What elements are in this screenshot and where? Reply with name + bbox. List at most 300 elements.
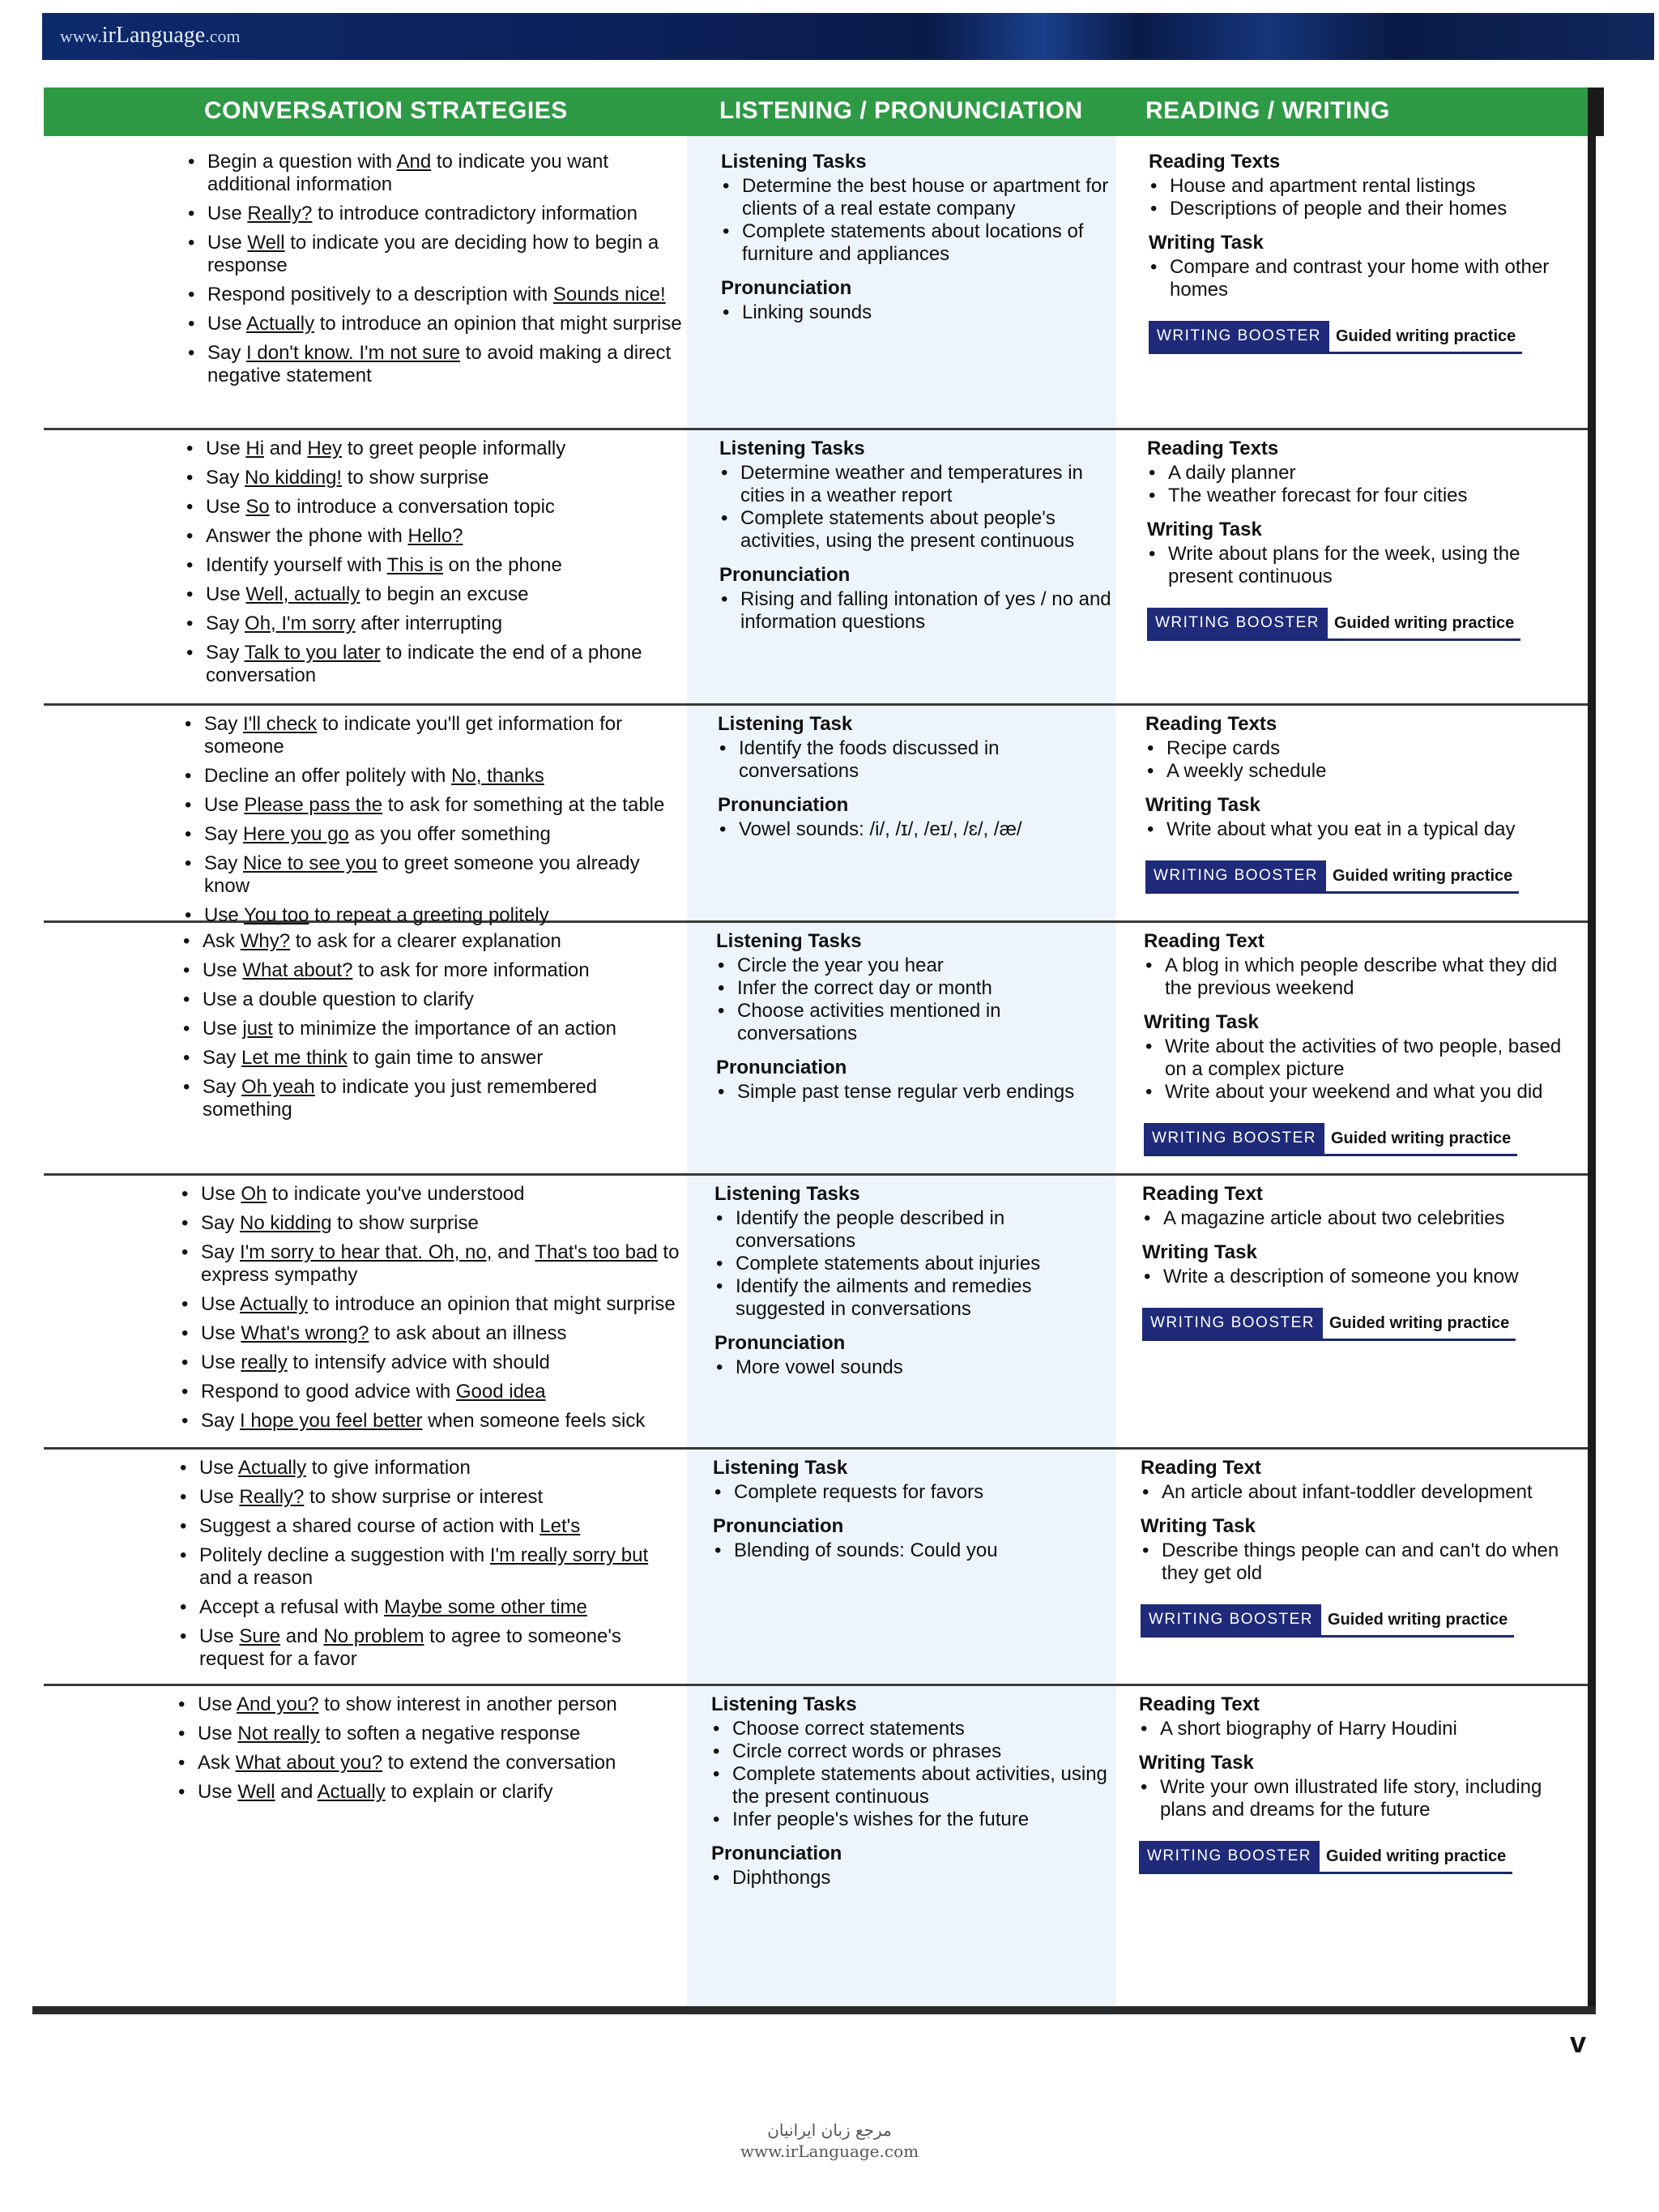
strategy-text: Answer the phone with (206, 525, 408, 547)
listening-item: • Complete statements about injuries (714, 1253, 1120, 1275)
strategy-text: to introduce an opinion that might surprise (308, 1293, 676, 1315)
reading-heading: Reading Texts (1147, 438, 1279, 459)
listening-heading: Pronunciation (718, 794, 849, 816)
reading-item: • Write about what you eat in a typical day (1145, 818, 1583, 841)
strategy-text: to show interest in another person (318, 1693, 617, 1715)
strategy-text: Use (207, 313, 247, 335)
strategy-text: and (275, 1781, 318, 1803)
reading-list (1147, 462, 1584, 507)
strategy-phrase: I don't know. I'm not sure (246, 342, 460, 364)
listening-item: • Circle correct words or phrases (711, 1740, 1116, 1763)
strategy-text: Ask (203, 930, 241, 952)
writing-booster-link[interactable] (1147, 608, 1520, 641)
strategy-phrase: Sure (239, 1625, 281, 1647)
strategy-phrase: And you? (237, 1693, 319, 1715)
strategy-text: on the phone (443, 554, 562, 576)
reading-item: • A short biography of Harry Houdini (1139, 1718, 1576, 1740)
strategy-item (185, 496, 687, 519)
strategy-item (185, 642, 687, 687)
strategy-item (178, 1625, 680, 1671)
strategy-item (185, 525, 687, 548)
reading-group (1141, 1515, 1578, 1585)
strategy-text: Say (201, 1241, 241, 1263)
strategy-text: Respond positively to a description with (207, 284, 553, 305)
reading-heading: Reading Text (1139, 1693, 1260, 1715)
listening-item: • Infer the correct day or month (716, 977, 1121, 1000)
reading-item: • Descriptions of people and their homes (1149, 198, 1586, 220)
strategy-phrase: Nice to see you (243, 852, 377, 874)
strategy-phrase: just (242, 1018, 273, 1040)
strategy-item (185, 613, 687, 635)
strategy-item (180, 1293, 682, 1316)
conversation-strategies-cell (183, 713, 685, 933)
guided-writing-practice-label: Guided writing practice (1333, 867, 1513, 885)
strategy-phrase: Actually (238, 1457, 307, 1479)
reading-writing-cell (1144, 930, 1581, 1156)
reading-list (1142, 1207, 1580, 1230)
strategy-list (178, 1457, 680, 1671)
reading-list (1144, 954, 1581, 1000)
reading-list (1141, 1539, 1578, 1585)
strategy-item (178, 1596, 680, 1619)
strategy-text: to show surprise (342, 467, 489, 489)
strategy-text: to soften a negative response (319, 1723, 581, 1744)
strategy-text: to introduce a conversation topic (269, 496, 555, 518)
reading-heading: Reading Text (1142, 1183, 1263, 1205)
listening-list (711, 1718, 1116, 1831)
strategy-text: Use a double question to clarify (203, 989, 474, 1010)
strategy-item (183, 823, 685, 846)
strategy-item (185, 467, 687, 489)
listening-group (716, 1057, 1121, 1104)
listening-heading: Pronunciation (711, 1843, 842, 1864)
reading-group (1139, 1752, 1576, 1821)
listening-item: • Circle the year you hear (716, 954, 1121, 977)
strategy-item (181, 1076, 684, 1121)
table-right-shadow (1588, 88, 1596, 2014)
listening-pronunciation-cell (719, 438, 1124, 645)
listening-group (713, 1515, 1118, 1562)
listening-item: • Diphthongs (711, 1867, 1116, 1890)
strategy-text: Suggest a shared course of action with (199, 1515, 540, 1537)
strategy-text: to show surprise (331, 1212, 479, 1234)
strategy-text: Use (204, 904, 244, 926)
strategy-item (185, 554, 687, 577)
strategy-list (183, 713, 685, 927)
listening-list (716, 954, 1121, 1045)
conversation-strategies-cell (180, 1183, 682, 1439)
strategy-text: Say (206, 613, 245, 634)
reading-list (1142, 1266, 1580, 1288)
strategy-text: Accept a refusal with (199, 1596, 385, 1618)
reading-heading: Reading Text (1144, 930, 1265, 952)
listening-heading: Listening Task (713, 1457, 848, 1479)
listening-item: • Determine weather and temperatures in cities in a weather report (719, 462, 1124, 507)
footer-persian-text: مرجع زبان ایرانیان (767, 2120, 892, 2140)
page-number: v (1570, 2026, 1587, 2059)
writing-booster-badge: WRITING BOOSTER (1149, 321, 1329, 352)
listening-item: • Choose activities mentioned in conversations (716, 1000, 1121, 1045)
listening-list (713, 1539, 1118, 1562)
strategy-text: and (264, 438, 308, 459)
conversation-strategies-cell (181, 930, 684, 1128)
reading-list (1144, 1036, 1581, 1104)
strategy-text: Use (198, 1693, 237, 1715)
listening-heading: Pronunciation (721, 277, 852, 299)
reading-group (1142, 1241, 1580, 1288)
strategy-text: to repeat a greeting politely (309, 904, 549, 926)
strategy-phrase: What's wrong? (241, 1322, 369, 1344)
listening-heading: Pronunciation (714, 1332, 846, 1354)
strategy-list (177, 1693, 679, 1804)
reading-list (1139, 1718, 1576, 1740)
strategy-text: Ask (198, 1752, 236, 1774)
reading-item: • Describe things people can and can't do when they get old (1141, 1539, 1578, 1585)
guided-writing-practice-label: Guided writing practice (1336, 327, 1516, 345)
strategy-phrase: I hope you feel better (240, 1410, 423, 1432)
strategy-phrase: Well, actually (245, 583, 360, 605)
strategy-phrase: Why? (240, 930, 291, 952)
strategy-text: to express sympathy (201, 1241, 680, 1286)
reading-writing-cell (1139, 1693, 1576, 1874)
strategy-text: to give information (306, 1457, 471, 1479)
strategy-text: Begin a question with (207, 151, 397, 173)
strategy-text: Respond to good advice with (201, 1381, 456, 1403)
strategy-phrase: Not really (237, 1723, 320, 1744)
reading-group (1139, 1693, 1576, 1740)
conversation-strategies-cell (185, 438, 687, 694)
reading-item: • Compare and contrast your home with other homes (1149, 256, 1586, 301)
conversation-strategies-cell (178, 1457, 680, 1677)
strategy-text: after interrupting (355, 613, 503, 634)
strategy-phrase: I'm really sorry but (489, 1544, 649, 1566)
listening-group (713, 1457, 1118, 1504)
strategy-item (186, 342, 689, 387)
strategy-phrase: Let me think (241, 1047, 348, 1069)
strategy-item (181, 1018, 684, 1040)
strategy-item (181, 959, 684, 982)
strategy-item (183, 713, 685, 758)
strategy-text: Say (206, 467, 245, 489)
strategy-text: Use (204, 794, 245, 816)
strategy-list (181, 930, 684, 1121)
listening-heading: Listening Task (718, 713, 853, 735)
reading-item: • An article about infant-toddler development (1141, 1481, 1578, 1504)
listening-item: • Identify the foods discussed in conversations (718, 737, 1123, 783)
strategy-text: Say (204, 713, 244, 735)
listening-item: • Simple past tense regular verb endings (716, 1081, 1121, 1104)
site-suffix: .com (205, 26, 241, 46)
strategy-text: Use (206, 438, 246, 459)
listening-list (718, 737, 1123, 783)
strategy-text: to indicate you'll get information for someone (204, 713, 623, 758)
listening-list (714, 1207, 1120, 1321)
listening-heading: Listening Tasks (716, 930, 862, 952)
listening-heading: Pronunciation (713, 1515, 844, 1537)
strategy-text: Say (203, 1047, 242, 1069)
strategy-text: to begin an excuse (360, 583, 529, 605)
strategy-text: to ask about an illness (369, 1322, 567, 1344)
strategy-item (185, 438, 687, 460)
strategy-text: Say (204, 852, 244, 874)
strategy-text: Politely decline a suggestion with (199, 1544, 490, 1566)
table-bottom-shadow (32, 2006, 1596, 2014)
reading-list (1141, 1481, 1578, 1504)
reading-item: • Write about your weekend and what you did (1144, 1081, 1581, 1104)
reading-heading: Writing Task (1141, 1515, 1256, 1537)
listening-group (719, 438, 1124, 553)
strategy-text: Decline an offer politely with (204, 765, 452, 787)
strategy-text: Use (206, 583, 246, 605)
listening-heading: Listening Tasks (721, 151, 867, 173)
strategy-phrase: So (245, 496, 270, 518)
strategy-phrase: What about? (242, 959, 353, 981)
strategy-text: to ask for something at the table (382, 794, 665, 816)
strategy-item (177, 1752, 679, 1774)
writing-booster-badge: WRITING BOOSTER (1147, 608, 1328, 638)
listening-list (718, 818, 1123, 841)
strategy-phrase: Sounds nice! (552, 284, 666, 305)
strategy-phrase: Please pass the (244, 794, 383, 816)
reading-list (1149, 175, 1586, 220)
strategy-text: and (492, 1241, 535, 1263)
reading-heading: Writing Task (1144, 1011, 1259, 1033)
strategy-item (180, 1352, 682, 1374)
strategy-text: Use (203, 959, 243, 981)
footer (0, 2120, 1659, 2162)
strategy-phrase: Oh (241, 1183, 267, 1205)
site-logo[interactable] (60, 23, 241, 49)
strategy-text: to gain time to answer (347, 1047, 544, 1069)
strategy-phrase: Hello? (407, 525, 463, 547)
listening-group (718, 794, 1123, 841)
table-header (44, 88, 1604, 136)
strategy-item (186, 313, 689, 335)
site-name: irLanguage (101, 23, 206, 48)
strategy-text: to intensify advice with should (287, 1352, 550, 1373)
listening-item: • Complete requests for favors (713, 1481, 1118, 1504)
strategy-item (186, 151, 689, 196)
strategy-item (181, 1047, 684, 1070)
listening-group (721, 277, 1126, 324)
strategy-list (185, 438, 687, 687)
row-separator (44, 428, 1588, 430)
listening-item: • Vowel sounds: /i/, /ɪ/, /eɪ/, /ɛ/, /æ/ (718, 818, 1123, 841)
strategy-text: to agree to someone's request for a favor (199, 1625, 621, 1670)
reading-group (1149, 151, 1586, 220)
header-listening-pronunciation: LISTENING / PRONUNCIATION (719, 97, 1083, 124)
strategy-phrase: I'll check (243, 713, 318, 735)
reading-heading: Writing Task (1145, 794, 1260, 816)
reading-heading: Writing Task (1139, 1752, 1254, 1774)
strategy-phrase: Good idea (455, 1381, 546, 1403)
strategy-phrase: That's too bad (535, 1241, 658, 1263)
strategy-phrase: This is (386, 554, 444, 576)
strategy-item (177, 1781, 679, 1804)
row-separator (44, 703, 1588, 706)
strategy-item (180, 1410, 682, 1433)
listening-group (718, 713, 1123, 783)
strategy-item (185, 583, 687, 606)
writing-booster-link[interactable] (1144, 1123, 1517, 1156)
row-separator (44, 1684, 1588, 1686)
footer-url[interactable]: www.irLanguage.com (740, 2142, 919, 2161)
reading-heading: Reading Texts (1149, 151, 1281, 173)
strategy-phrase: Oh, I'm sorry (245, 613, 356, 634)
listening-heading: Pronunciation (719, 564, 851, 586)
listening-group (711, 1693, 1116, 1831)
reading-heading: Writing Task (1147, 519, 1262, 540)
listening-list (721, 301, 1126, 324)
header-reading-writing: READING / WRITING (1145, 97, 1390, 124)
strategy-text: to avoid making a direct negative statement (207, 342, 672, 386)
guided-writing-practice-label: Guided writing practice (1326, 1847, 1507, 1865)
strategy-text: to indicate you want additional information (207, 151, 609, 195)
strategy-text: Use (201, 1183, 241, 1205)
strategy-text: Say (206, 642, 245, 664)
listening-pronunciation-cell (713, 1457, 1118, 1574)
strategy-phrase: Really? (239, 1486, 305, 1508)
strategy-text: and a reason (199, 1567, 313, 1589)
listening-group (719, 564, 1124, 634)
strategy-item (178, 1544, 680, 1590)
strategy-text: Say (203, 1076, 242, 1098)
strategy-text: Use (199, 1486, 240, 1508)
strategy-text: to introduce contradictory information (312, 203, 638, 224)
strategy-item (180, 1322, 682, 1345)
strategy-item (186, 284, 689, 306)
listening-item: • Choose correct statements (711, 1718, 1116, 1740)
reading-item: • Recipe cards (1145, 737, 1583, 760)
reading-heading: Writing Task (1149, 232, 1264, 254)
reading-writing-cell (1147, 438, 1584, 641)
strategy-text: to extend the conversation (382, 1752, 616, 1774)
strategy-phrase: Hey (307, 438, 343, 459)
listening-pronunciation-cell (711, 1693, 1116, 1901)
listening-item: • Infer people's wishes for the future (711, 1808, 1116, 1831)
listening-list (716, 1081, 1121, 1104)
writing-booster-link[interactable] (1149, 321, 1522, 354)
guided-writing-practice-label: Guided writing practice (1334, 614, 1515, 632)
strategy-text: Use (206, 496, 246, 518)
strategy-phrase: Well (247, 232, 285, 254)
strategy-phrase: Talk to you later (244, 642, 381, 664)
strategy-item (178, 1486, 680, 1509)
reading-heading: Writing Task (1142, 1241, 1257, 1263)
strategy-text: Use (199, 1457, 239, 1479)
listening-item: • Complete statements about activities, using the present continuous (711, 1763, 1116, 1808)
reading-group (1145, 713, 1583, 783)
writing-booster-link[interactable] (1145, 860, 1519, 894)
reading-writing-cell (1145, 713, 1583, 894)
strategy-phrase: Really? (247, 203, 313, 224)
strategy-item (183, 765, 685, 788)
reading-item: • Write about plans for the week, using the present continuous (1147, 543, 1584, 588)
listening-item: • Rising and falling intonation of yes / no and information questions (719, 588, 1124, 634)
reading-heading: Reading Text (1141, 1457, 1261, 1479)
strategy-phrase: No kidding (240, 1212, 332, 1234)
strategy-phrase: Here you go (243, 823, 349, 845)
reading-list (1147, 543, 1584, 588)
reading-item: • The weather forecast for four cities (1147, 485, 1584, 507)
listening-heading: Pronunciation (716, 1057, 847, 1078)
reading-group (1149, 232, 1586, 301)
strategy-text: to show surprise or interest (304, 1486, 544, 1508)
strategy-item (183, 794, 685, 817)
conversation-strategies-cell (186, 151, 689, 394)
writing-booster-badge: WRITING BOOSTER (1145, 860, 1326, 891)
reading-item: • A magazine article about two celebrities (1142, 1207, 1580, 1230)
reading-writing-cell (1141, 1457, 1578, 1638)
strategy-phrase: No kidding! (245, 467, 343, 489)
listening-group (716, 930, 1121, 1045)
writing-booster-badge: WRITING BOOSTER (1139, 1841, 1320, 1872)
strategy-item (180, 1183, 682, 1206)
strategy-phrase: No, thanks (451, 765, 544, 787)
strategy-text: to minimize the importance of an action (272, 1018, 616, 1040)
guided-writing-practice-label: Guided writing practice (1331, 1129, 1512, 1147)
reading-item: • A daily planner (1147, 462, 1584, 485)
strategy-text: and (280, 1625, 324, 1647)
reading-list (1145, 818, 1583, 841)
listening-pronunciation-cell (716, 930, 1121, 1115)
reading-item: • Write a description of someone you know (1142, 1266, 1580, 1288)
reading-group (1147, 438, 1584, 507)
site-prefix: www. (60, 26, 102, 46)
strategy-text: to greet people informally (342, 438, 566, 459)
writing-booster-link[interactable] (1142, 1308, 1516, 1341)
strategy-phrase: And (396, 151, 432, 173)
strategy-text: to ask for more information (352, 959, 590, 981)
row-separator (44, 1173, 1588, 1176)
listening-list (714, 1356, 1120, 1379)
reading-writing-cell (1142, 1183, 1580, 1341)
listening-list (719, 462, 1124, 553)
strategy-text: as you offer something (348, 823, 551, 845)
guided-writing-practice-label: Guided writing practice (1328, 1611, 1508, 1629)
guided-writing-practice-label: Guided writing practice (1329, 1314, 1510, 1332)
strategy-text: Say (201, 1212, 241, 1234)
listening-item: • Complete statements about locations of furniture and appliances (721, 220, 1126, 266)
listening-item: • More vowel sounds (714, 1356, 1120, 1379)
reading-group (1145, 794, 1583, 841)
strategy-text: Use (199, 1625, 240, 1647)
strategy-item (180, 1212, 682, 1235)
writing-booster-link[interactable] (1139, 1841, 1512, 1874)
listening-list (713, 1481, 1118, 1504)
listening-list (719, 588, 1124, 634)
strategy-phrase: really (241, 1352, 288, 1373)
strategy-phrase: What about you? (235, 1752, 383, 1774)
listening-group (721, 151, 1126, 266)
strategy-phrase: Well (237, 1781, 275, 1803)
listening-group (714, 1183, 1120, 1321)
listening-pronunciation-cell (714, 1183, 1120, 1390)
writing-booster-link[interactable] (1141, 1604, 1514, 1638)
listening-heading: Listening Tasks (711, 1693, 857, 1715)
strategy-phrase: Maybe some other time (384, 1596, 587, 1618)
strategy-text: to indicate you've understood (267, 1183, 525, 1205)
listening-item: • Determine the best house or apartment for clients of a real estate company (721, 175, 1126, 220)
strategy-list (180, 1183, 682, 1433)
reading-group (1141, 1457, 1578, 1504)
strategy-text: Say (201, 1410, 241, 1432)
reading-heading: Reading Texts (1145, 713, 1277, 735)
strategy-text: Use (198, 1781, 238, 1803)
strategy-text: to ask for a clearer explanation (290, 930, 561, 952)
strategy-text: to greet someone you already know (204, 852, 640, 897)
strategy-phrase: Oh yeah (241, 1076, 315, 1098)
